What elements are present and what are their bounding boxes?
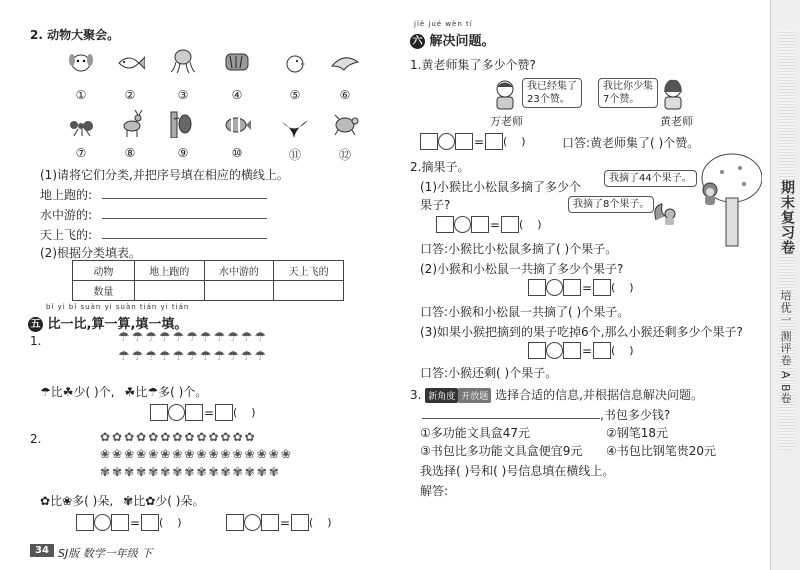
classify-instruction: (1)请将它们分类,并把序号填在相应的横线上。 [40,168,289,182]
table-header-land: 地上跑的 [134,261,204,281]
side-tab-brand: 培优一 测评卷 A B卷 [779,290,792,405]
operand-box[interactable] [150,404,168,421]
flower-icon-3: ✾ [123,494,134,508]
r3-text: 选择合适的信息,并根据信息解决问题。 [495,388,703,402]
p2-text-a: 比 [50,494,63,508]
result-box[interactable] [485,133,503,150]
operator-circle[interactable] [244,514,261,531]
fish-icon [115,50,145,76]
animal-number-7: ⑦ [75,146,87,160]
monkey-icon [698,180,722,210]
choose-line: 我选择( )号和( )号信息填在横线上。 [420,464,615,478]
footer-text: SJ版 数学一年级 下 [58,547,153,560]
left-page [0,0,392,570]
woodpecker-icon [168,110,198,136]
side-tab [770,0,800,570]
table-row-count-label: 数量 [73,281,135,301]
operand-box[interactable] [111,514,129,531]
tiger-icon [222,48,252,74]
table-cell-sky-count[interactable] [274,281,344,301]
result-box[interactable] [501,216,519,233]
table-header-sky: 天上飞的 [274,261,344,281]
result-box[interactable] [141,514,159,531]
leaf-icon-2: ☘ [124,385,136,399]
operand-box[interactable] [563,342,581,359]
clownfish-icon [222,112,252,138]
animal-number-5: ⑤ [289,88,301,102]
operator-circle[interactable] [438,133,455,150]
result-box[interactable] [291,514,309,531]
animal-number-11: ⑪ [288,148,301,162]
bubble-monkey: 我摘了44个果子。 [604,170,697,187]
animal-number-3: ③ [177,88,189,102]
flower-row-1: ✿✿✿✿✿✿✿✿✿✿✿✿✿ [100,430,257,444]
question-r2-1b: 果子? [420,198,451,212]
table-cell-water-count[interactable] [204,281,274,301]
section-5-pinyin: bǐ yi bǐ suàn yi suàn tián yi tián [46,303,190,311]
operator-circle[interactable] [546,279,563,296]
section-6-title-text: 解决问题。 [429,34,495,49]
animal-number-2: ② [124,88,136,102]
operator-circle[interactable] [546,342,563,359]
animal-number-4: ④ [231,88,243,102]
answer-r2-2: 口答:小猴和小松鼠一共摘了( )个果子。 [420,305,630,319]
operand-box[interactable] [261,514,279,531]
question-r1: 1.黄老师集了多少个赞? [410,58,536,72]
info-2: ②钢笔18元 [606,426,669,440]
animal-number-6: ⑥ [339,88,351,102]
solve-label: 解答: [420,484,449,498]
p1-text-c: 比 [135,385,148,399]
question-r2-3: (3)如果小猴把摘到的果子吃掉6个,那么小猴还剩多少个果子? [420,325,743,339]
flower-row-3: ✾✾✾✾✾✾✾✾✾✾✾✾✾✾✾ [100,465,281,479]
deer-icon [117,108,147,134]
table-instruction: (2)根据分类填表。 [40,246,141,260]
r3-question-end: ,书包多少钱? [600,408,671,422]
flower-row-2: ❀❀❀❀❀❀❀❀❀❀❀❀❀❀❀❀ [100,447,293,461]
problem-2-compare [40,492,204,509]
squirrel-icon [652,200,678,230]
problem-2-label: 2. [30,432,42,446]
flower-icon: ✿ [40,494,51,508]
animal-number-8: ⑧ [124,146,136,160]
animal-number-12: ⑫ [338,148,351,162]
operator-circle[interactable] [94,514,111,531]
operator-circle[interactable] [454,216,471,233]
teacher-wan-avatar [492,78,518,114]
umbrella-row-bottom: ☂☂☂☂☂☂☂☂☂☂☂ [118,349,269,364]
info-1: ①多功能文具盒47元 [420,426,531,440]
operand-box[interactable] [76,514,94,531]
answer-r2-3: 口答:小猴还剩( )个果子。 [420,366,558,380]
land-answer-line[interactable] [102,198,267,199]
equation-r2-2: = ( ) [528,279,634,296]
mushroom-icon-2: ☂ [147,385,159,399]
animal-number-9: ⑨ [177,146,189,160]
dolphin-icon [330,50,360,76]
operand-box[interactable] [563,279,581,296]
chick-icon [280,50,310,76]
operand-box[interactable] [455,133,473,150]
new-angle-tag: 新角度 [425,388,458,403]
sky-answer-line[interactable] [102,238,267,239]
info-4: ④书包比钢笔贵20元 [606,444,717,458]
operand-box[interactable] [226,514,244,531]
answer-r1: 口答:黄老师集了( )个赞。 [562,136,700,150]
section-5-badge: 五 [28,317,43,332]
mushroom-icon: ☂ [40,385,51,399]
p2-text-b: 多( )朵, [72,494,114,508]
turtle-icon [330,110,360,136]
problem-1-compare [40,383,207,400]
answer-r2-1: 口答:小猴比小松鼠多摘了( )个果子。 [420,242,618,256]
p1-text-a: 比 [50,385,63,399]
question-2-title: 2. 动物大聚会。 [30,28,120,42]
section-6-title [410,30,495,49]
section-5-title-text: 比一比,算一算,填一填。 [47,317,188,332]
result-box[interactable] [215,404,233,421]
table-header-water: 水中游的 [204,261,274,281]
dog-icon [66,48,96,74]
right-page [392,0,770,570]
result-box[interactable] [593,342,611,359]
equation-r2-1: = ( ) [436,216,542,233]
umbrella-row-top: ☂☂☂☂☂☂☂☂☂☂☂ [118,330,269,345]
label-huang: 黄老师 [660,115,693,128]
page-number: 34 [30,544,54,557]
land-label: 地上跑的: [40,188,93,202]
p1-text-b: 少( )个, [73,385,115,399]
open-question-tag: 开放题 [458,388,491,403]
p2-text-c: 比 [133,494,146,508]
operand-box[interactable] [420,133,438,150]
octopus-icon [168,48,198,74]
p1-text-d: 多( )个。 [158,385,208,399]
ant-icon [66,112,96,138]
r3-label: 3. [410,388,422,402]
animal-number-1: ① [75,88,87,102]
question-r3 [410,386,703,403]
operand-box[interactable] [471,216,489,233]
question-r2-2: (2)小猴和小松鼠一共摘了多少个果子? [420,262,624,276]
flower-icon-4: ✿ [145,494,156,508]
equation-r2-3: = ( ) [528,342,634,359]
equation-p2b: = ( ) [226,514,332,531]
question-r2: 2.摘果子。 [410,160,470,174]
flower-icon-2: ❀ [62,494,73,508]
swallow-icon [280,114,310,140]
operator-circle[interactable] [168,404,185,421]
result-box[interactable] [593,279,611,296]
operand-box[interactable] [528,342,546,359]
operand-box[interactable] [436,216,454,233]
teacher-huang-avatar [660,78,686,114]
equation-r1: = ( ) [420,133,526,150]
label-wan: 万老师 [490,115,523,128]
classification-table [72,260,344,301]
side-tab-title: 期末复习卷 [779,180,795,255]
p2-text-d: 少( )朵。 [155,494,205,508]
bubble-squirrel: 我摘了8个果子。 [568,196,654,213]
equation-p2a: = ( ) [76,514,182,531]
section-6-badge: 六 [410,34,425,49]
operand-box[interactable] [528,279,546,296]
water-answer-line[interactable] [102,218,267,219]
info-3: ③书包比多功能文具盒便宜9元 [420,444,583,458]
operand-box[interactable] [185,404,203,421]
leaf-icon: ☘ [62,385,74,399]
water-label: 水中游的: [40,208,93,222]
equation-p1: = ( ) [150,404,256,421]
table-cell-land-count[interactable] [134,281,204,301]
animal-number-10: ⑩ [231,146,243,160]
r3-answer-blank[interactable] [422,418,600,419]
question-r2-1a: (1)小猴比小松鼠多摘了多少个 [420,180,581,194]
sky-label: 天上飞的: [40,228,93,242]
section-6-pinyin: jiě jué wèn tí [414,20,473,28]
bubble-huang: 我比你少集 7个赞。 [598,78,658,108]
problem-1-label: 1. [30,334,42,348]
bubble-wan: 我已经集了 23个赞。 [522,78,582,108]
table-header-animal: 动物 [73,261,135,281]
